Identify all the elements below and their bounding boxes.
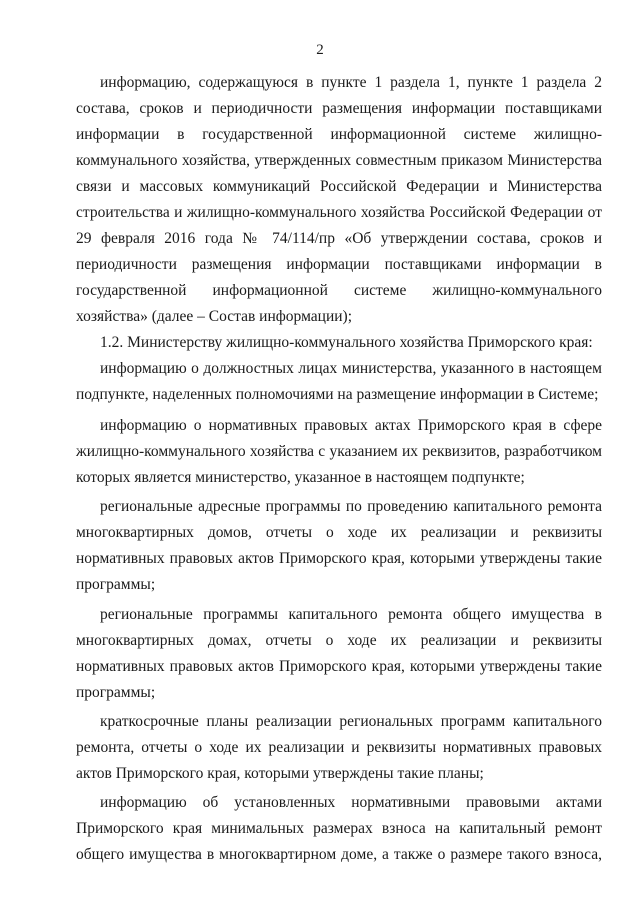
text-line: региональные программы капитального ремонта общего имущества в: [100, 606, 602, 623]
text-line: которых является министерство, указанное в настоящем подпункте;: [76, 469, 525, 486]
text-line: краткосрочные планы реализации региональных программ капитального: [100, 713, 602, 730]
text-line: многоквартирных домах, отчеты о ходе их реализации и реквизиты: [76, 632, 602, 649]
page-number: 2: [316, 42, 324, 58]
text-line: хозяйства» (далее – Состав информации);: [76, 308, 353, 325]
text-line: общего имущества в многоквартирном доме, а также о размере такого взноса,: [76, 846, 602, 863]
text-line: информацию о нормативных правовых актах Приморского края в сфере: [100, 417, 602, 434]
text-line: информацию, содержащуюся в пункте 1 раздела 1, пункте 1 раздела 2: [100, 74, 602, 91]
text-line: коммунального хозяйства, утвержденных совместным приказом Министерства: [76, 152, 602, 169]
text-line: программы;: [76, 576, 156, 593]
text-line: региональные адресные программы по проведению капитального ремонта: [100, 498, 602, 515]
text-line: подпункте, наделенных полномочиями на размещение информации в Системе;: [76, 386, 599, 403]
text-line: информацию о должностных лицах министерства, указанного в настоящем: [100, 360, 602, 377]
text-line: многоквартирных домов, отчеты о ходе их реализации и реквизиты: [76, 524, 602, 541]
text-line: состава, сроков и периодичности размещения информации поставщиками: [76, 100, 602, 117]
text-line: программы;: [76, 684, 156, 701]
text-line: 1.2. Министерству жилищно-коммунального хозяйства Приморского края:: [100, 334, 593, 351]
text-line: жилищно-коммунального хозяйства с указанием их реквизитов, разработчиком: [76, 443, 602, 460]
text-line: периодичности размещения информации поставщиками информации в: [76, 256, 602, 273]
text-line: строительства и жилищно-коммунального хозяйства Российской Федерации от: [76, 204, 602, 221]
text-line: информации в государственной информационной системе жилищно-: [76, 126, 602, 143]
text-line: Приморского края минимальных размерах взноса на капитальный ремонт: [76, 820, 602, 837]
text-line: ремонта, отчеты о ходе их реализации и реквизиты нормативных правовых: [76, 739, 602, 756]
text-line: 29 февраля 2016 года № 74/114/пр «Об утверждении состава, сроков и: [76, 230, 602, 247]
text-line: государственной информационной системе жилищно-коммунального: [76, 282, 602, 299]
text-line: актов Приморского края, которыми утверждены такие планы;: [76, 765, 484, 782]
text-line: нормативных правовых актов Приморского края, которыми утверждены такие: [76, 658, 602, 675]
text-line: информацию об установленных нормативными правовыми актами: [100, 794, 602, 811]
text-line: связи и массовых коммуникаций Российской Федерации и Министерства: [76, 178, 602, 195]
text-line: нормативных правовых актов Приморского края, которыми утверждены такие: [76, 550, 602, 567]
